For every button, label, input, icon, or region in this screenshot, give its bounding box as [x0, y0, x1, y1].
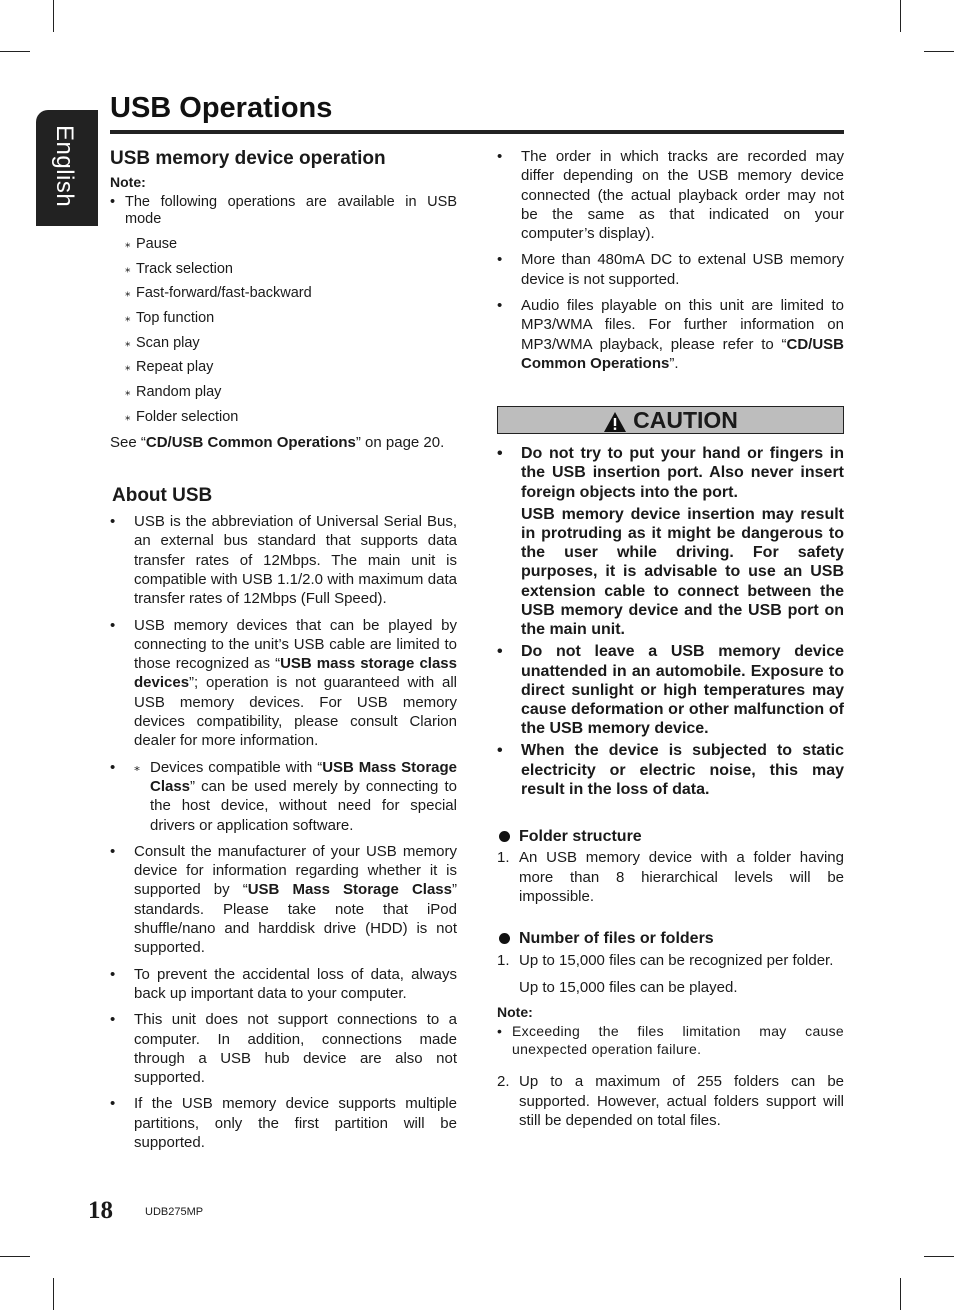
caution-list [497, 444, 844, 799]
operations-list [110, 235, 457, 426]
caution-item: • Do not try to put your hand or fingers in the USB insertion port. Also never insert foreign objects into the port. [497, 444, 844, 502]
operation-item: ⁎ Fast-forward/fast-backward [110, 284, 457, 302]
numbered-item: 1. Up to 15,000 files can be recognized per folder. [497, 952, 834, 970]
caution-item: • Do not leave a USB memory device unattended in an automobile. Exposure to direct sunlight or high temperatures may cause deformation or other malfunction of the USB memory device. [497, 642, 844, 738]
list-item: • Consult the manufacturer of your USB memory device for information regarding whether it is supported by “USB Mass Storage Class” standards. Please take note that iPod shuffle/nano and harddisk drive (HDD) is not supported. [110, 842, 457, 958]
page-number: 18 [88, 1197, 113, 1224]
note-text: • The following operations are available in USB mode [110, 194, 457, 228]
language-tab [36, 110, 98, 226]
list-item: • The order in which tracks are recorded may differ depending on the USB memory device connected (the actual playback order may not be the same as that indicated on your computer’s display). [497, 147, 844, 243]
warning-icon [603, 411, 627, 433]
crop-mark [900, 1278, 901, 1310]
crop-mark [0, 51, 30, 52]
list-item: • USB is the abbreviation of Universal Serial Bus, an external bus standard that supports data transfer rates of 12Mbps. The main unit is compatible with USB 1.1/2.0 with maximum data transfer rates of 12Mbps (Full Speed). [110, 512, 457, 608]
operation-item: ⁎ Random play [110, 383, 457, 401]
crop-mark [924, 1256, 954, 1257]
subheading-folder-structure: Folder structure [497, 827, 844, 846]
section-heading-about-usb: About USB [112, 485, 213, 507]
list-item: • Audio files playable on this unit are limited to MP3/WMA files. For further information on MP3/WMA playback, please refer to “CD/USB Common Operations”. [497, 296, 844, 373]
page-title: USB Operations [110, 92, 333, 124]
title-rule [110, 130, 844, 134]
operation-item: ⁎ Pause [110, 235, 457, 253]
language-tab-label: English [51, 125, 78, 208]
operation-item: ⁎ Track selection [110, 260, 457, 278]
operation-item: ⁎ Repeat play [110, 358, 457, 376]
subheading-number-of-files: Number of files or folders [497, 929, 844, 948]
list-item: • If the USB memory device supports multiple partitions, only the first partition will be supported. [110, 1094, 457, 1152]
operation-item: ⁎ Top function [110, 309, 457, 327]
operation-item: ⁎ Scan play [110, 334, 457, 352]
note-text: • Exceeding the files limitation may cause unexpected operation failure. [497, 1022, 844, 1058]
numbered-item: 2. Up to a maximum of 255 folders can be supported. However, actual folders support will still be depended on total files. [497, 1073, 844, 1129]
see-reference: See “CD/USB Common Operations” on page 20. [110, 433, 445, 451]
crop-mark [900, 0, 901, 32]
list-item: • To prevent the accidental loss of data, always back up important data to your computer. [110, 965, 457, 1004]
crop-mark [0, 1256, 30, 1257]
section-heading-usb-operation: USB memory device operation [110, 148, 386, 169]
operation-item: ⁎ Folder selection [110, 408, 457, 426]
numbered-item: 1. An USB memory device with a folder having more than 8 hierarchical levels will be impossible. [497, 849, 844, 905]
crop-mark [924, 51, 954, 52]
caution-banner [497, 406, 844, 434]
right-column [497, 147, 844, 1130]
left-column [110, 147, 457, 1152]
note-label: Note: [110, 174, 146, 190]
caution-item-detail: USB memory device insertion may result in protruding as it might be dangerous to the user while driving. For safety purposes, it is advisable to use an USB extension cable to connect between the USB memory device and the USB port on the main unit. [521, 505, 844, 639]
caution-label: CAUTION [633, 407, 738, 434]
list-item: • This unit does not support connections to a computer. In addition, connections made through a USB hub device are also not supported. [110, 1010, 457, 1087]
model-code: UDB275MP [145, 1206, 204, 1218]
crop-mark [53, 1278, 54, 1310]
sub-list-item: ⁎ • Devices compatible with “USB Mass Storage Class” can be used merely by connecting to the host device, without need for special drivers or application software. [110, 758, 457, 835]
list-item: • More than 480mA DC to extenal USB memory device is not supported. [497, 250, 844, 289]
numbered-item-detail: Up to 15,000 files can be played. [519, 978, 738, 996]
note-label: Note: [497, 1004, 533, 1020]
caution-item: • When the device is subjected to static electricity or electric noise, this may result in the loss of data. [497, 741, 844, 799]
list-item: • USB memory devices that can be played by connecting to the unit’s USB cable are limited to those recognized as “USB mass storage class devices”; operation is not guaranteed with all USB memory devices. For USB memory devices compatibility, please consult Clarion dealer for more information. [110, 616, 457, 751]
crop-mark [53, 0, 54, 32]
